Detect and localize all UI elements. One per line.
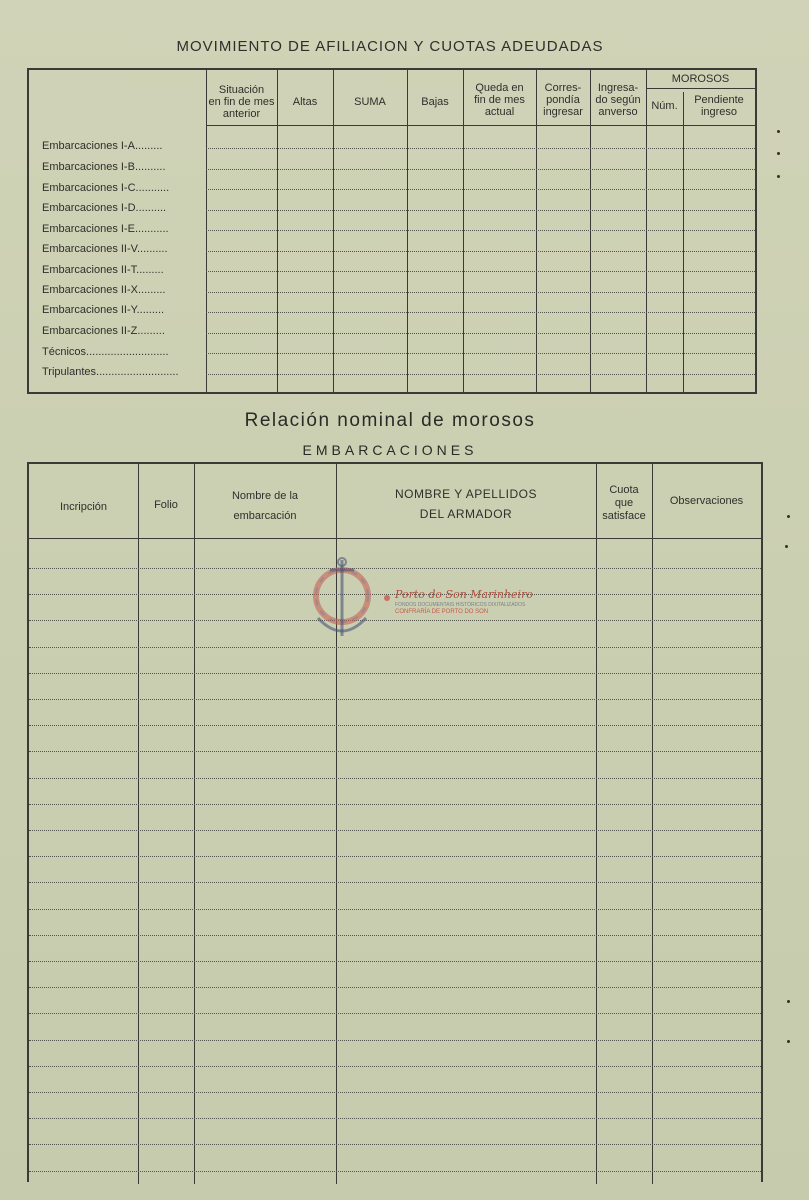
table-row-line	[29, 673, 761, 674]
table-row-line	[29, 909, 761, 910]
row-label: Tripulantes	[42, 366, 97, 378]
col-suma: SUMA	[354, 96, 386, 108]
col-nombre-embarcacion-2: embarcación	[233, 510, 297, 522]
row-label: Embarcaciones II-Y	[42, 304, 137, 316]
row-label: Embarcaciones I-B	[42, 161, 135, 173]
col-corresponde-1: Corres-	[544, 82, 582, 94]
col-num: Núm.	[651, 100, 678, 112]
row-label: Embarcaciones I-E	[42, 223, 135, 235]
col-cuota-2: que	[614, 497, 634, 509]
binding-mark	[785, 545, 788, 548]
table-row-line	[29, 778, 761, 779]
col-morosos: MOROSOS	[671, 73, 730, 85]
table-row-line	[29, 1092, 761, 1093]
table-row-line	[29, 1013, 761, 1014]
section2-subtitle: EMBARCACIONES	[302, 442, 478, 458]
row-label: Embarcaciones I-C	[42, 182, 136, 194]
section1-title: MOVIMIENTO DE AFILIACION Y CUOTAS ADEUDADAS	[176, 38, 604, 55]
table-row-line	[29, 804, 761, 805]
row-label: Embarcaciones II-Z	[42, 325, 138, 337]
col-queda-3: actual	[484, 106, 515, 118]
watermark-subtitle: FONDOS DOCUMENTAIS HISTÓRICOS DIXITALIZADOS	[395, 602, 526, 608]
table-row-line	[29, 856, 761, 857]
section2-title: Relación nominal de morosos	[244, 410, 536, 431]
binding-mark	[777, 175, 780, 178]
col-situacion-1: Situación	[218, 84, 265, 96]
col-pendiente-2: ingreso	[700, 106, 738, 118]
table-row-line	[29, 647, 761, 648]
row-label: Embarcaciones I-A	[42, 140, 135, 152]
table-row-line	[29, 882, 761, 883]
col-cuota-3: satisface	[602, 510, 646, 522]
binding-mark	[787, 515, 790, 518]
table-row-line	[29, 751, 761, 752]
col-ingresado-2: do según	[595, 94, 641, 106]
binding-mark	[787, 1000, 790, 1003]
watermark-title: Porto do Son Marinheiro	[395, 588, 533, 601]
col-nombre-armador-1: NOMBRE Y APELLIDOS	[395, 487, 537, 501]
col-altas: Altas	[292, 96, 318, 108]
row-label: Técnicos	[42, 346, 87, 358]
col-inscripcion: Incripción	[59, 501, 108, 513]
binding-mark	[787, 1040, 790, 1043]
col-nombre-armador-2: DEL ARMADOR	[419, 507, 513, 521]
col-pendiente-1: Pendiente	[694, 94, 744, 106]
table-row-line	[29, 725, 761, 726]
table-row-line	[29, 1118, 761, 1119]
anchor-logo-icon	[308, 556, 508, 646]
table-row-line	[29, 1171, 761, 1172]
table-row-line	[29, 699, 761, 700]
col-cuota-1: Cuota	[609, 484, 639, 496]
row-label: Embarcaciones II-V	[42, 243, 137, 255]
table-row-line	[29, 935, 761, 936]
col-ingresado-1: Ingresa-	[597, 82, 639, 94]
col-folio: Folio	[154, 499, 178, 511]
col-corresponde-2: pondía	[546, 94, 580, 106]
col-ingresado-3: anverso	[598, 106, 638, 118]
binding-mark	[777, 130, 780, 133]
affiliation-table: Situación en fin de mes anterior Altas SUMA Bajas Queda en fin de mes actual Corres- pondía ingresar Ingresa- do según anverso MOROSOS Núm. Pendiente ingreso Embarcaciones I-A......... Embarcaciones I-B.......... Embarcaciones I-C........... Embarcaciones I-D.......... Embarcaciones I-E........... Embarcaciones II-V.......... Embarcaciones II-T......... Embarcaciones II-X......... Embarcaciones II-Y......... Embarcaciones II-Z......... Técnicos........................... Tripulantes...........................	[27, 68, 757, 394]
table-row-line	[29, 830, 761, 831]
table-row-line	[29, 961, 761, 962]
col-queda-2: fin de mes	[474, 94, 525, 106]
col-observaciones: Observaciones	[669, 495, 744, 507]
table-row-line	[29, 987, 761, 988]
col-situacion-2: en fin de mes	[208, 96, 275, 108]
binding-mark	[777, 152, 780, 155]
table-row-line	[29, 1066, 761, 1067]
col-situacion-3: anterior	[222, 108, 261, 120]
watermark-org: CONFRARÍA DE PORTO DO SON	[395, 609, 489, 615]
col-queda-1: Queda en	[475, 82, 524, 94]
row-label: Embarcaciones II-T	[42, 264, 137, 276]
table-row-line	[29, 1040, 761, 1041]
table-row-line	[29, 1144, 761, 1145]
row-label: Embarcaciones II-X	[42, 284, 138, 296]
col-nombre-embarcacion-1: Nombre de la	[231, 490, 299, 502]
row-label: Embarcaciones I-D	[42, 202, 136, 214]
col-corresponde-3: ingresar	[543, 106, 583, 118]
col-bajas: Bajas	[421, 96, 449, 108]
